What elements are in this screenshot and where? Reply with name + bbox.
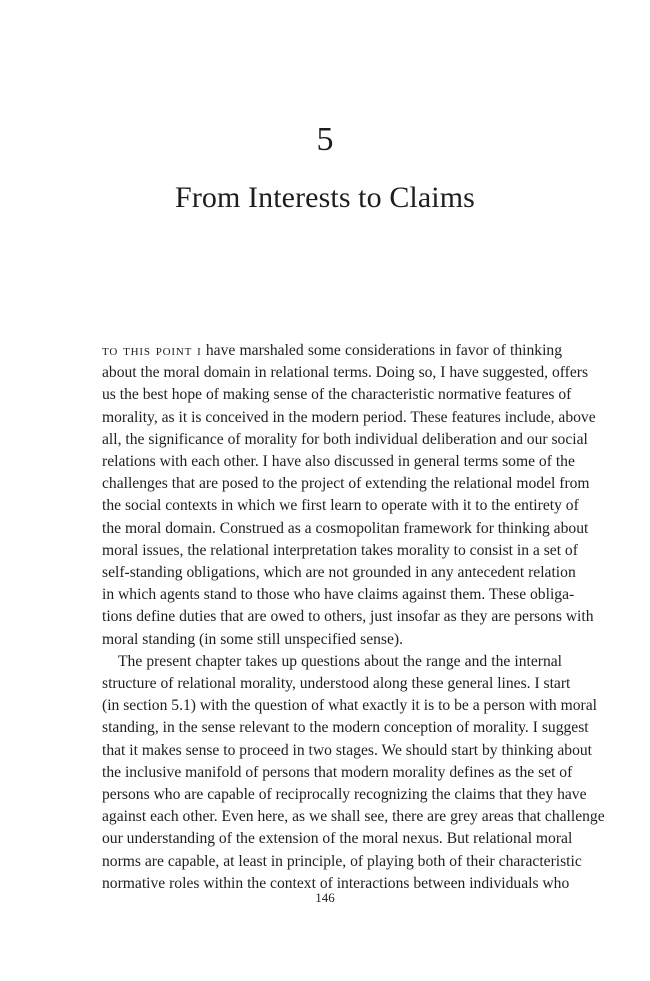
text-line: the moral domain. Construed as a cosmopolitan framework for thinking about bbox=[102, 519, 589, 537]
text-line: against each other. Even here, as we shall see, there are grey areas that challenge bbox=[102, 808, 605, 826]
page-number: 146 bbox=[315, 890, 335, 905]
text-line: moral issues, the relational interpretation takes morality to consist in a set of bbox=[102, 541, 578, 559]
text-line: about the moral domain in relational terms. Doing so, I have suggested, offers bbox=[102, 364, 589, 382]
text-line: the social contexts in which we first learn to operate with it to the entirety of bbox=[102, 497, 579, 515]
text-line: to this point i have marshaled some considerations in favor of thinking bbox=[102, 342, 563, 359]
text-line: in which agents stand to those who have claims against them. These obliga- bbox=[102, 586, 575, 604]
text-line: structure of relational morality, understood along these general lines. I start bbox=[102, 675, 571, 693]
text-line: (in section 5.1) with the question of what exactly it is to be a person with moral bbox=[102, 697, 597, 715]
opening-smallcaps: to this point i bbox=[102, 342, 202, 359]
text-line: us the best hope of making sense of the characteristic normative features of bbox=[102, 386, 572, 404]
text-line: The present chapter takes up questions about the range and the internal bbox=[118, 652, 562, 670]
text-line: standing, in the sense relevant to the modern conception of morality. I suggest bbox=[102, 719, 589, 737]
text-line: normative roles within the context of interactions between individuals who bbox=[102, 874, 570, 892]
text-line: moral standing (in some still unspecified sense). bbox=[102, 630, 403, 648]
text-line: that it makes sense to proceed in two stages. We should start by thinking about bbox=[102, 741, 593, 759]
chapter-number: 5 bbox=[316, 121, 334, 158]
chapter-title: From Interests to Claims bbox=[175, 181, 475, 214]
text-line: morality, as it is conceived in the modern period. These features include, above bbox=[102, 408, 596, 426]
text-line: self-standing obligations, which are not grounded in any antecedent relation bbox=[102, 564, 576, 582]
text-line: relations with each other. I have also discussed in general terms some of the bbox=[102, 453, 575, 471]
text-line: all, the significance of morality for both individual deliberation and our social bbox=[102, 430, 588, 448]
text-line: the inclusive manifold of persons that modern morality defines as the set of bbox=[102, 763, 573, 781]
text-line: persons who are capable of reciprocally recognizing the claims that they have bbox=[102, 786, 587, 804]
text-line: challenges that are posed to the project of extending the relational model from bbox=[102, 475, 590, 493]
text-line: norms are capable, at least in principle, of playing both of their characteristic bbox=[102, 852, 582, 870]
text-line: tions define duties that are owed to others, just insofar as they are persons with bbox=[102, 608, 594, 626]
body-text bbox=[102, 340, 605, 895]
text-line: our understanding of the extension of the moral nexus. But relational moral bbox=[102, 830, 573, 848]
